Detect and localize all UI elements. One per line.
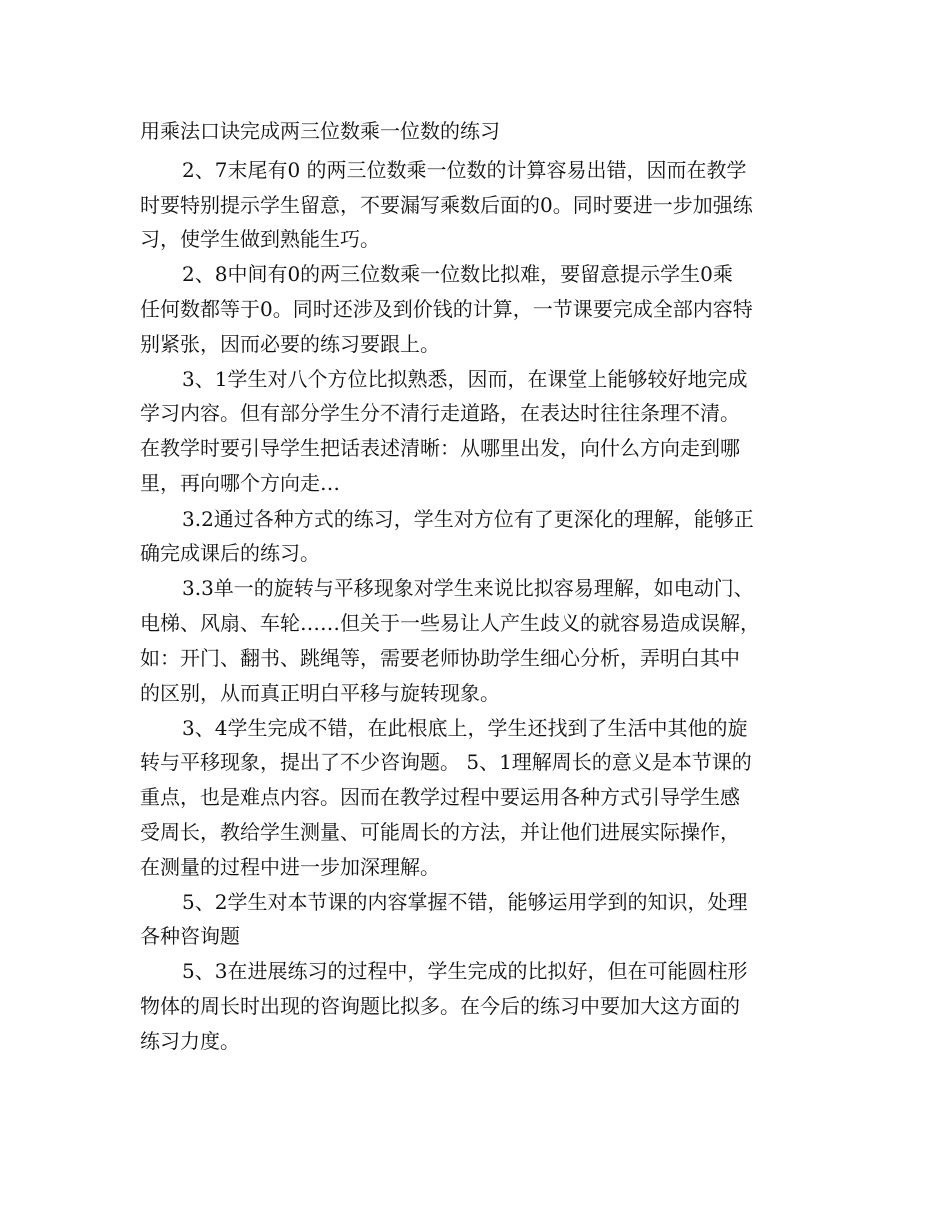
text-line: 时要特别提示学生留意，不要漏写乘数后面的0。同时要进一步加强练 [140, 193, 753, 217]
text-line: 2、7末尾有0 的两三位数乘一位数的计算容易出错，因而在教学 [182, 158, 747, 182]
text-line: 用乘法口诀完成两三位数乘一位数的练习 [140, 119, 500, 143]
text-line: 2、8中间有0的两三位数乘一位数比拟难，要留意提示学生0乘 [182, 262, 733, 286]
text-line: 电梯、风扇、车轮……但关于一些易让人产生歧义的就容易造成误解， [140, 611, 760, 635]
text-line: 受周长，教给学生测量、可能周长的方法，并让他们进展实际操作， [140, 820, 740, 844]
text-line: 5、2学生对本节课的内容掌握不错，能够运用学到的知识，处理 [182, 890, 748, 914]
text-line: 确完成课后的练习。 [140, 541, 320, 565]
text-line: 3.3单一的旋转与平移现象对学生来说比拟容易理解，如电动门、 [182, 576, 754, 600]
text-line: 别紧张，因而必要的练习要跟上。 [140, 332, 440, 356]
text-line: 转与平移现象，提出了不少咨询题。 5、1理解周长的意义是本节课的 [140, 750, 752, 774]
text-line: 在测量的过程中进一步加深理解。 [140, 855, 440, 879]
text-line: 在教学时要引导学生把话表述清晰：从哪里出发，向什么方向走到哪 [140, 436, 740, 460]
text-line: 里，再向哪个方向走… [140, 471, 340, 495]
text-line: 各种咨询题 [140, 924, 240, 948]
text-line: 5、3在进展练习的过程中，学生完成的比拟好，但在可能圆柱形 [182, 959, 748, 983]
text-line: 练习力度。 [140, 1029, 240, 1053]
text-line: 学习内容。但有部分学生分不清行走道路，在表达时往往条理不清。 [140, 401, 740, 425]
text-line: 重点，也是难点内容。因而在教学过程中要运用各种方式引导学生感 [140, 785, 740, 809]
text-line: 物体的周长时出现的咨询题比拟多。在今后的练习中要加大这方面的 [140, 994, 740, 1018]
text-line: 3、1学生对八个方位比拟熟悉，因而，在课堂上能够较好地完成 [182, 367, 748, 391]
text-line: 3、4学生完成不错，在此根底上，学生还找到了生活中其他的旋 [182, 716, 748, 740]
text-line: 的区别，从而真正明白平移与旋转现象。 [140, 681, 500, 705]
text-line: 如：开门、翻书、跳绳等，需要老师协助学生细心分析，弄明白其中 [140, 646, 740, 670]
text-line: 任何数都等于0。同时还涉及到价钱的计算，一节课要完成全部内容特 [140, 297, 753, 321]
text-line: 3.2通过各种方式的练习，学生对方位有了更深化的理解，能够正 [182, 507, 754, 531]
text-line: 习，使学生做到熟能生巧。 [140, 227, 380, 251]
